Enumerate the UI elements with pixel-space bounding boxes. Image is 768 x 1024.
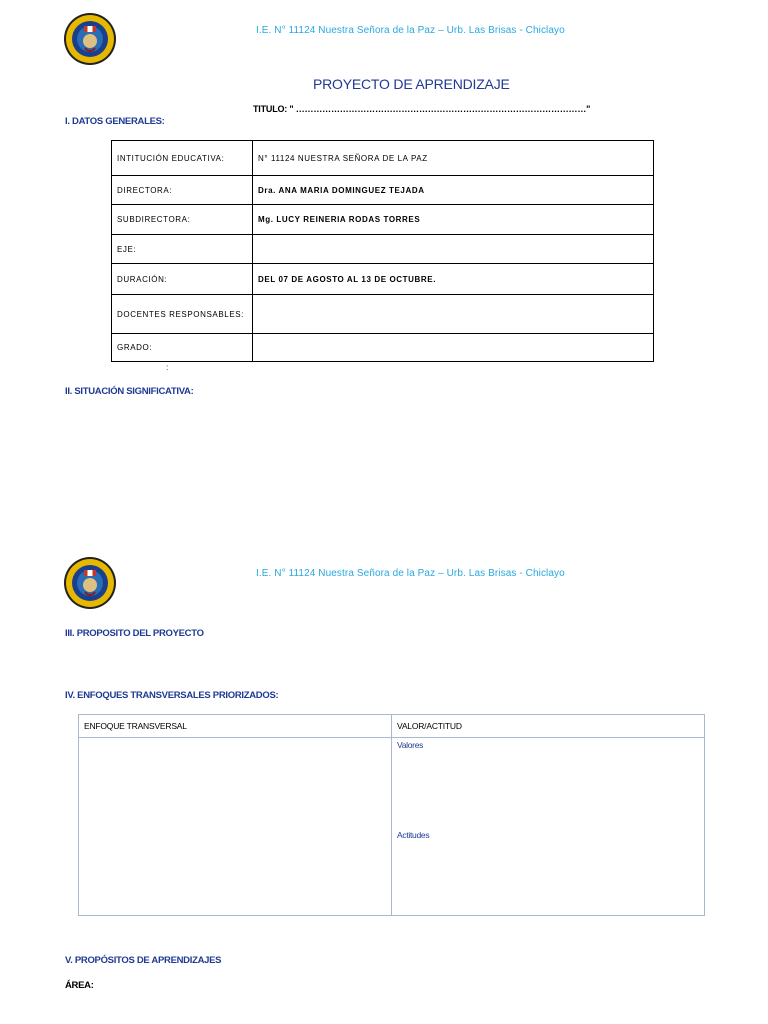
- section-situacion-significativa: II. SITUACIÓN SIGNIFICATIVA:: [65, 386, 194, 397]
- label-institucion: INTITUCIÓN EDUCATIVA:: [112, 141, 253, 176]
- header-valor-actitud: VALOR/ACTITUD: [392, 715, 705, 738]
- value-duracion: DEL 07 DE AGOSTO AL 13 DE OCTUBRE.: [253, 264, 654, 295]
- value-grado: [253, 334, 654, 362]
- school-logo: [63, 556, 117, 610]
- table-row: [112, 334, 654, 362]
- stray-colon: :: [166, 363, 169, 372]
- section-enfoques-transversales: IV. ENFOQUES TRANSVERSALES PRIORIZADOS:: [65, 690, 279, 701]
- table-row: [112, 176, 654, 205]
- enfoques-table: [78, 714, 705, 916]
- area-label: ÁREA:: [65, 980, 94, 991]
- label-eje: EJE:: [112, 235, 253, 264]
- value-directora: Dra. ANA MARIA DOMINGUEZ TEJADA: [253, 176, 654, 205]
- table-row: [79, 738, 705, 916]
- label-subdirectora: SUBDIRECTORA:: [112, 205, 253, 235]
- valores-label: Valores: [397, 740, 424, 750]
- table-row: [112, 141, 654, 176]
- valor-actitud-cell: [392, 738, 705, 916]
- school-header-line: I.E. N° 11124 Nuestra Señora de la Paz – Urb. Las Brisas - Chiclayo: [256, 25, 565, 36]
- table-row: [79, 715, 705, 738]
- school-header-line: I.E. N° 11124 Nuestra Señora de la Paz – Urb. Las Brisas - Chiclayo: [256, 568, 565, 579]
- label-docentes: DOCENTES RESPONSABLES:: [112, 295, 253, 334]
- table-row: [112, 205, 654, 235]
- label-grado: GRADO:: [112, 334, 253, 362]
- table-row: [112, 264, 654, 295]
- value-docentes: [253, 295, 654, 334]
- label-directora: DIRECTORA:: [112, 176, 253, 205]
- label-duracion: DURACIÓN:: [112, 264, 253, 295]
- value-institucion: N° 11124 NUESTRA SEÑORA DE LA PAZ: [253, 141, 654, 176]
- table-row: [112, 295, 654, 334]
- school-logo: [63, 12, 117, 66]
- titulo-line: TITULO: " ………………………………………………………………………………………": [253, 104, 591, 114]
- value-eje: [253, 235, 654, 264]
- actitudes-label: Actitudes: [397, 830, 430, 840]
- section-datos-generales: I. DATOS GENERALES:: [65, 116, 165, 127]
- document-title: PROYECTO DE APRENDIZAJE: [313, 76, 510, 92]
- value-subdirectora: Mg. LUCY REINERIA RODAS TORRES: [253, 205, 654, 235]
- section-proposito-proyecto: III. PROPOSITO DEL PROYECTO: [65, 628, 204, 639]
- section-propositos-aprendizajes: V. PROPÓSITOS DE APRENDIZAJES: [65, 955, 222, 966]
- header-enfoque-transversal: ENFOQUE TRANSVERSAL: [79, 715, 392, 738]
- enfoque-cell: [79, 738, 392, 916]
- datos-generales-table: [111, 140, 654, 362]
- table-row: [112, 235, 654, 264]
